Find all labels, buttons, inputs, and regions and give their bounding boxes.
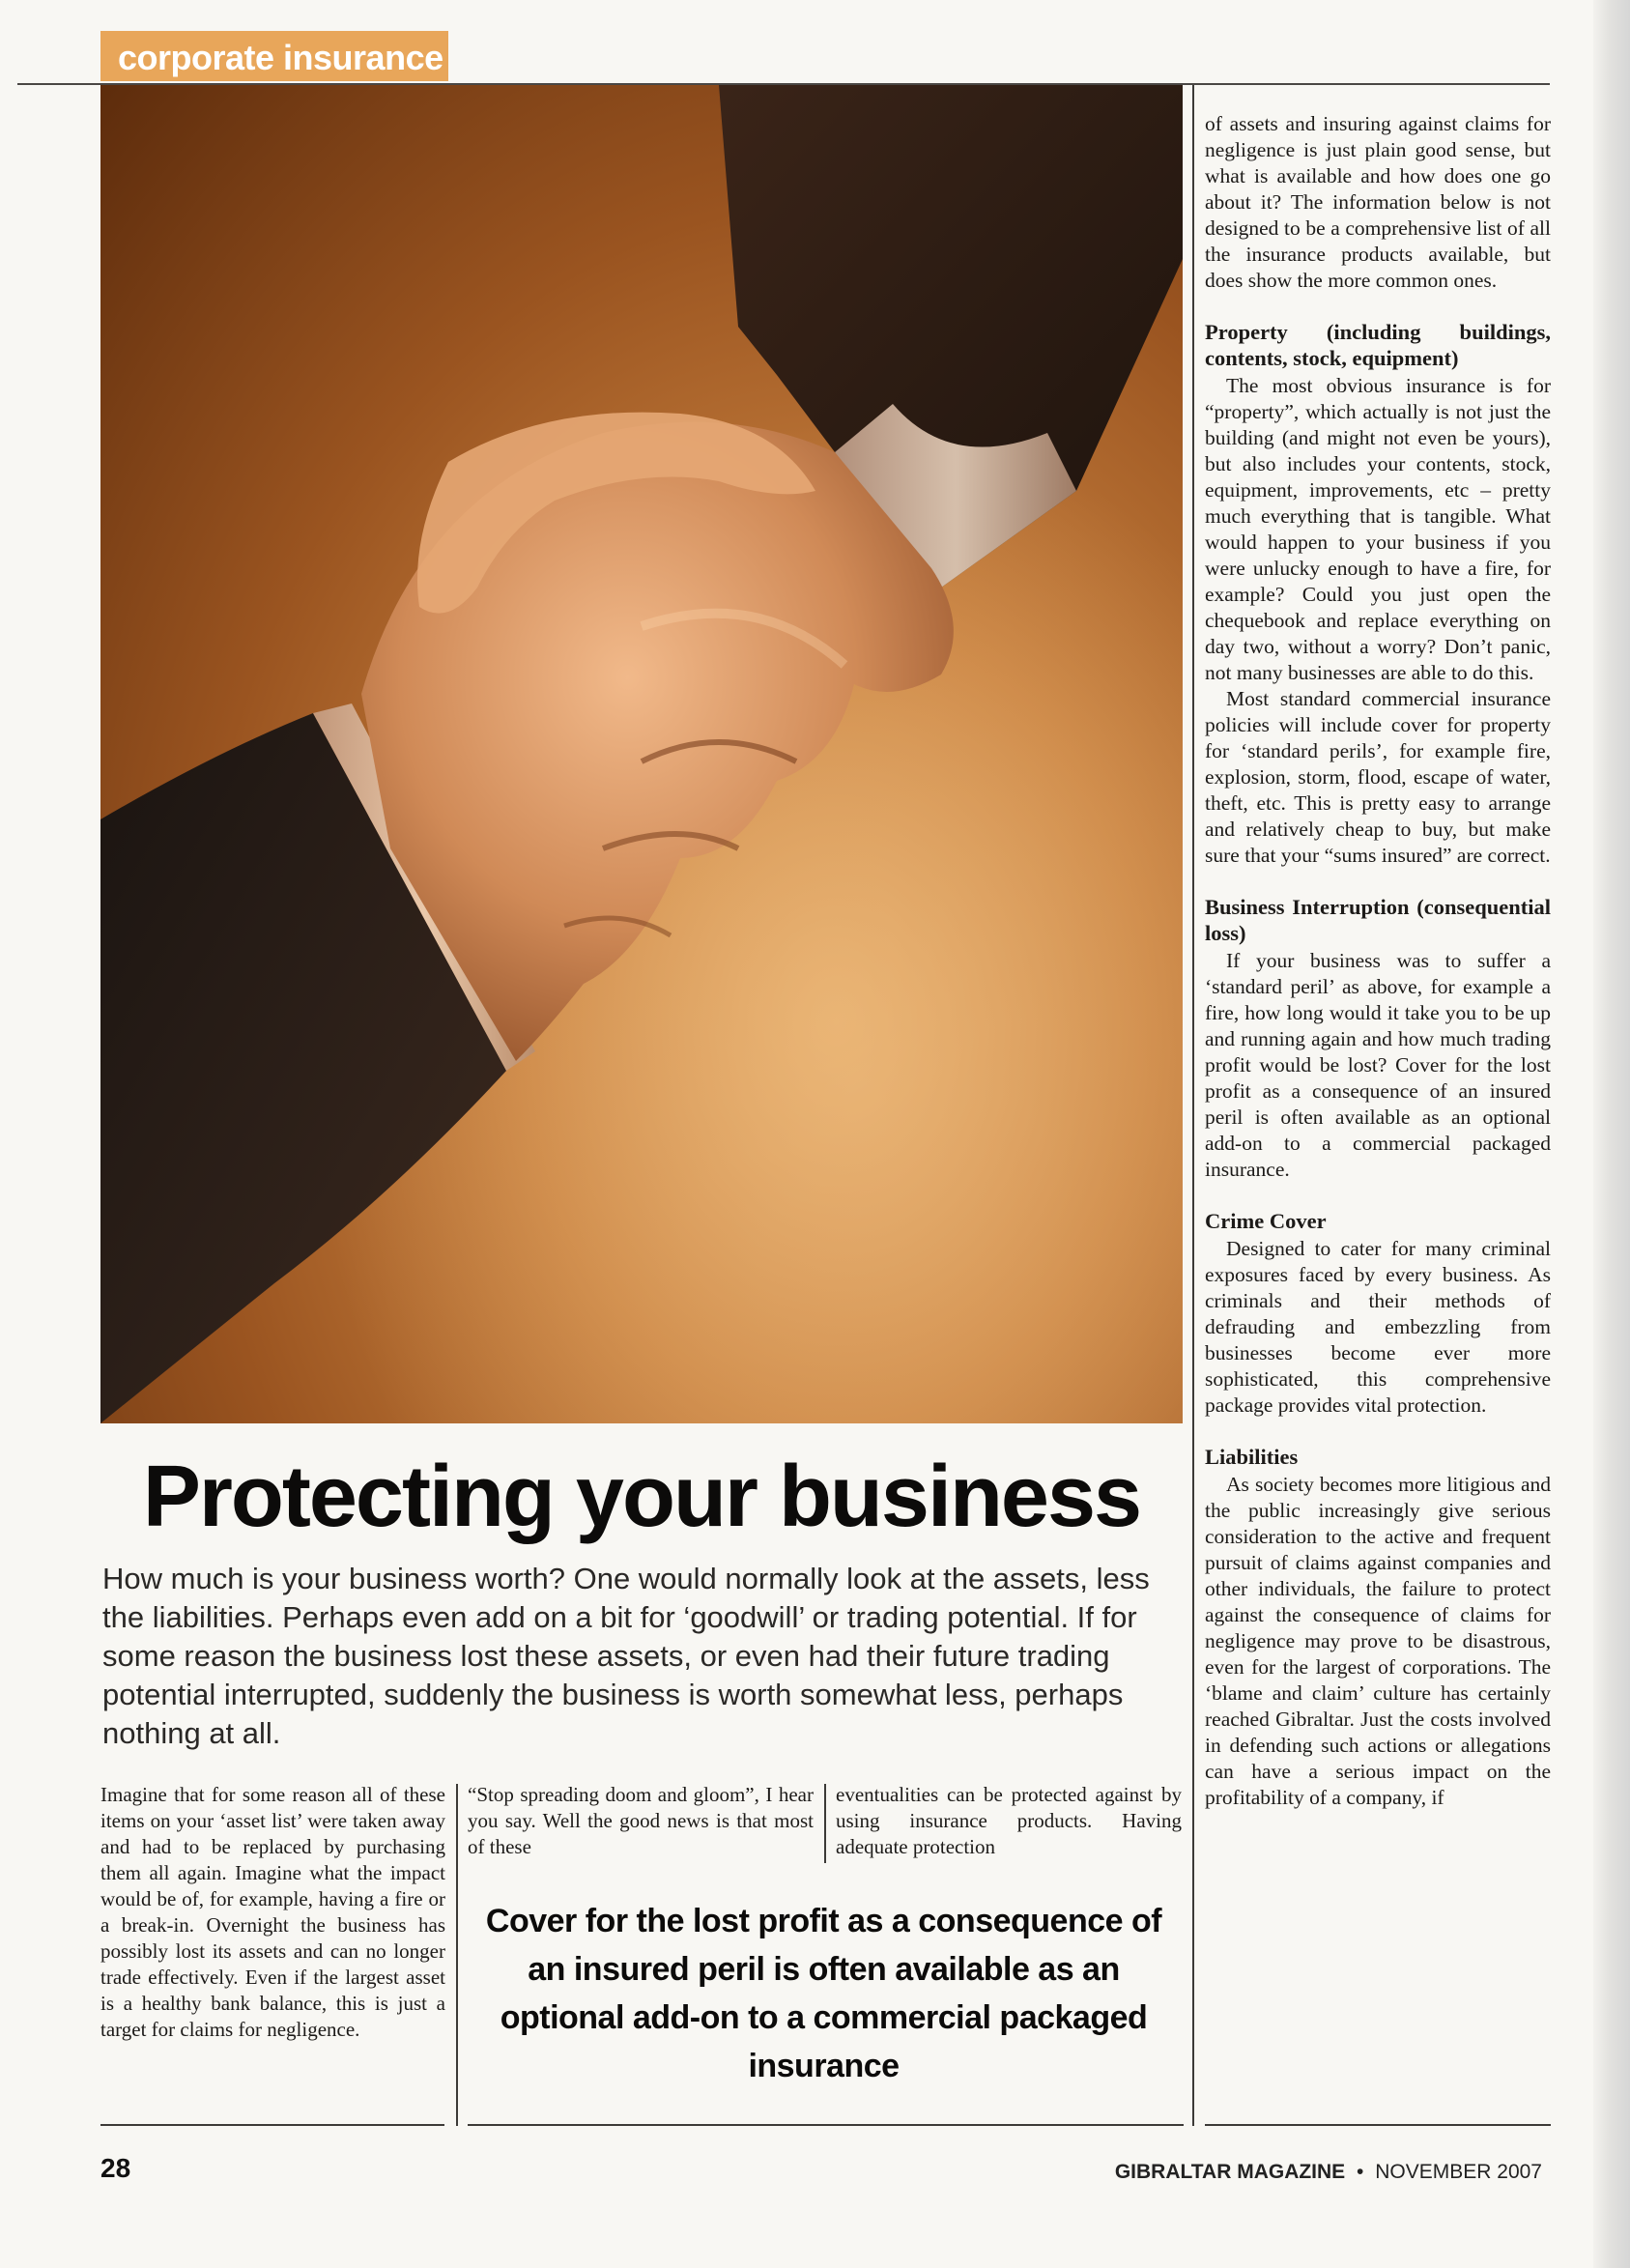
issue-date: NOVEMBER 2007 [1375, 2161, 1542, 2183]
handshake-photo [100, 85, 1183, 1423]
liabilities-heading: Liabilities [1205, 1445, 1299, 1469]
business-interruption-paragraph: If your business was to suffer a ‘standard peril’ as above, for example a fire, how long would it take you to be up and running again and how much trading profit would be lost? Cover for the lost profit as a consequence of an insured peril is often available as an optional add-on to a commercial packaged insurance. [1205, 949, 1551, 1181]
body-column-3: eventualities can be protected against by using insurance products. Having adequate protection [836, 1783, 1182, 1858]
business-interruption-heading: Business Interruption (consequential loss) [1205, 895, 1551, 945]
page-edge [1593, 0, 1630, 2268]
body-column-rule-2 [824, 1784, 826, 1863]
pull-quote: Cover for the lost profit as a consequence of an insured peril is often available as an optional add-on to a commercial packaged insurance [485, 1903, 1162, 2084]
article-standfirst: How much is your business worth? One would normally look at the assets, less the liabilities. Perhaps even add on a bit for ‘goodwill’ or trading potential. If for some reason the business lost these assets, or even had their future trading potential interrupted, suddenly the business is worth somewhat less, perhaps nothing at all. [102, 1562, 1150, 1750]
right-column-rule [1192, 85, 1194, 2126]
right-column-intro: of assets and insuring against claims for negligence is just plain good sense, but what is available and how does one go about it? The information below is not designed to be a comprehensive list of all the insurance products available, but does show the more common ones. [1205, 112, 1551, 292]
magazine-footer [1063, 2161, 1542, 2184]
page-number: 28 [100, 2153, 131, 2183]
liabilities-paragraph: As society becomes more litigious and the public increasingly give serious consideration to the active and frequent pursuit of claims against companies and other individuals, the failure to protect against the consequence of claims for negligence may prove to be disastrous, even for the largest of corporations. The ‘blame and claim’ culture has certainly reached Gibraltar. Just the costs involved in defending such actions or allegations can have a serious impact on the profitability of a company, if [1205, 1473, 1551, 1809]
body-column-1: Imagine that for some reason all of these items on your ‘asset list’ were taken away and had to be replaced by purchasing them all again. Imagine what the impact would be of, for example, having a fire or a break-in. Overnight the business has possibly lost its assets and can no longer trade effectively. Even if the largest asset is a healthy bank balance, this is just a target for claims for negligence. [100, 1783, 445, 2041]
section-label: corporate insurance [100, 31, 448, 81]
crime-cover-paragraph: Designed to cater for many criminal exposures faced by every business. As criminals and their methods of defrauding and embezzling from businesses become ever more sophisticated, this comprehensive package provides vital protection. [1205, 1237, 1551, 1417]
bottom-rule-middle [468, 2124, 1184, 2126]
crime-cover-heading: Crime Cover [1205, 1209, 1327, 1233]
body-column-2: “Stop spreading doom and gloom”, I hear you say. Well the good news is that most of these [468, 1783, 814, 1858]
bottom-rule-left [100, 2124, 444, 2126]
magazine-name: GIBRALTAR MAGAZINE [1114, 2161, 1346, 2183]
property-paragraph-1: The most obvious insurance is for “property”, which actually is not just the building (and might not even be yours), but also includes your contents, stock, equipment, improvements, etc – pretty much everything that is tangible. What would happen to your business if you were unlucky enough to have a fire, for example? Could you just open the chequebook and replace everything on day two, without a worry? Don’t panic, not many businesses are able to do this. [1205, 374, 1551, 684]
body-column-rule-1 [456, 1784, 458, 2126]
bottom-rule-right [1205, 2124, 1551, 2126]
article-headline: Protecting your business [142, 1449, 1141, 1545]
footer-separator: • [1357, 2161, 1364, 2183]
right-column [1205, 111, 1551, 1811]
property-heading: Property (including buildings, contents, stock, equipment) [1205, 320, 1551, 370]
property-paragraph-2: Most standard commercial insurance policies will include cover for property for ‘standard perils’, for example fire, explosion, storm, flood, escape of water, theft, etc. This is pretty easy to arrange and relatively cheap to buy, but make sure that your “sums insured” are correct. [1205, 687, 1551, 867]
